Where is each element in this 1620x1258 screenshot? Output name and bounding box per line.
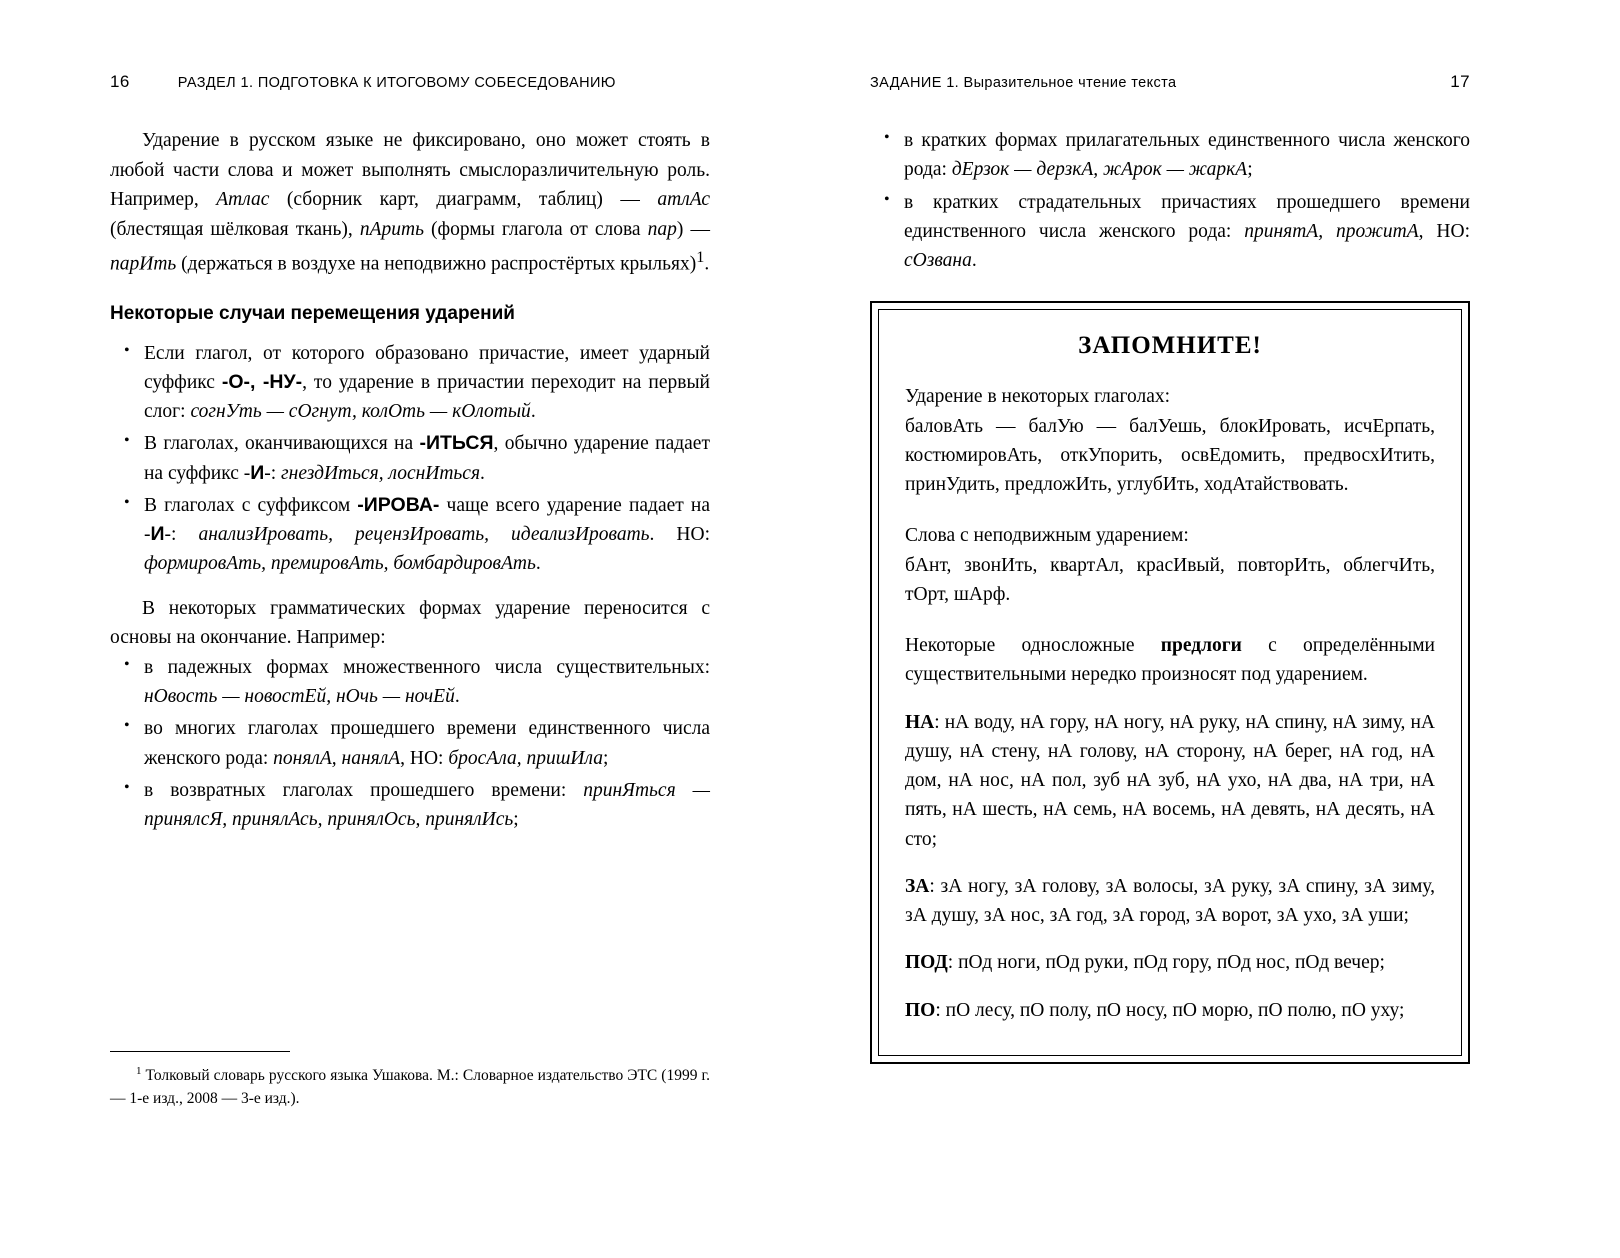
remember-box-content [905,382,1435,1025]
remember-box-inner [878,309,1462,1056]
middle-paragraph: В некоторых грамматических формах ударение переносится с основы на окончание. Например: [110,597,710,649]
right-page [810,0,1620,1258]
right-page-number: 17 [1450,72,1470,91]
remember-line: баловАть — балУю — балУешь, блокИровать, исчЕрпать, костюмировАть, откУпорить, освЕдомить, предвосхИтить, принУдить, предложИть, углубИть, ходАтайствовать. [905,415,1435,495]
list-item: • Если глагол, от которого образовано причастие, имеет ударный суффикс -О-, -НУ-, то ударение в причастии переходит на первый слог: согнУть — сОгнут, колОть — кОлотый. [110,339,710,427]
remember-line: бАнт, звонИть, квартАл, красИвый, повторИть, облегчИть, тОрт, шАрф. [905,554,1435,605]
footnote-text: $^1$ Толковый словарь русского языка Ушакова. М.: Словарное издательство ЭТС (1999 г. — 1-е изд., 2008 — 3-е изд.). [110,1064,710,1107]
remember-line: ПОД: пОд ноги, пОд руки, пОд гору, пОд нос, пОд вечер; [905,952,1385,974]
bullet-list-displacement [110,339,710,579]
right-running-head [870,72,1470,92]
remember-line: ПО: пО лесу, пО полу, пО носу, пО морю, пО полю, пО уху; [905,999,1405,1021]
list-item: • В глаголах, оканчивающихся на -ИТЬСЯ, обычно ударение падает на суффикс -И-: гнездИться, лоснИться. [110,429,710,488]
list-item: • В глаголах с суффиксом -ИРОВА- чаще всего ударение падает на -И-: анализИровать, рецензИровать, идеализИровать. НО: формировАть, премировАть, бомбардировАть. [110,491,710,579]
list-item: • в падежных формах множественного числа существительных: нОвость — новостЕй, нОчь — ночЕй. [110,653,710,712]
list-item: • в кратких формах прилагательных единственного числа женского рода: дЕрзок — дерзкА, жАрок — жаркА; [870,126,1470,185]
remember-box [870,301,1470,1064]
remember-line: Некоторые односложные предлоги с определёнными существительными нередко произносят под ударением. [905,635,1435,686]
list-item: • во многих глаголах прошедшего времени единственного числа женского рода: понялА, нанялА, НО: бросАла, пришИла; [110,714,710,773]
left-page-number: 16 [110,72,130,91]
remember-box-title: ЗАПОМНИТЕ! [1078,332,1262,360]
right-running-title: ЗАДАНИЕ 1. Выразительное чтение текста [870,75,1177,91]
list-item: • в кратких страдательных причастиях прошедшего времени единственного числа женского рода: принятА, прожитА, НО: сОзвана. [870,188,1470,276]
section-subheading: Некоторые случаи перемещения ударений [110,302,515,324]
footnote-area [110,1051,710,1110]
intro-paragraph: Ударение в русском языке не фиксировано, оно может стоять в любой части слова и может выполнять смыслоразличительную роль. Например, Атлас (сборник карт, диаграмм, таблиц) — атлАс (блестящая шёлковая ткань), пАрить (формы глагола от слова пар) — парИть (держаться в воздухе на неподвижно распростёртых крыльях)$^1$. [110,130,710,274]
remember-line: ЗА: зА ногу, зА голову, зА волосы, зА руку, зА спину, зА зиму, зА душу, зА нос, зА год, зА город, зА ворот, зА ухо, зА уши; [905,875,1435,926]
remember-line: НА: нА воду, нА гору, нА ногу, нА руку, нА спину, нА зиму, нА душу, нА стену, нА голову, нА сторону, нА берег, нА год, нА дом, нА нос, нА пол, зуб нА зуб, нА ухо, нА два, нА три, нА пять, нА шесть, нА семь, нА восемь, нА девять, нА десять, нА сто; [905,711,1435,850]
remember-line: Ударение в некоторых глаголах: [905,386,1171,408]
remember-line: Слова с неподвижным ударением: [905,525,1189,547]
footnote-divider [110,1051,290,1052]
list-item: • в возвратных глаголах прошедшего времени: принЯться — принялсЯ, принялАсь, принялОсь, принялИсь; [110,776,710,835]
left-running-head [110,72,710,92]
bullet-list-short-forms [870,126,1470,275]
bullet-list-forms [110,653,710,835]
left-running-title: РАЗДЕЛ 1. ПОДГОТОВКА К ИТОГОВОМУ СОБЕСЕДОВАНИЮ [177,75,616,91]
